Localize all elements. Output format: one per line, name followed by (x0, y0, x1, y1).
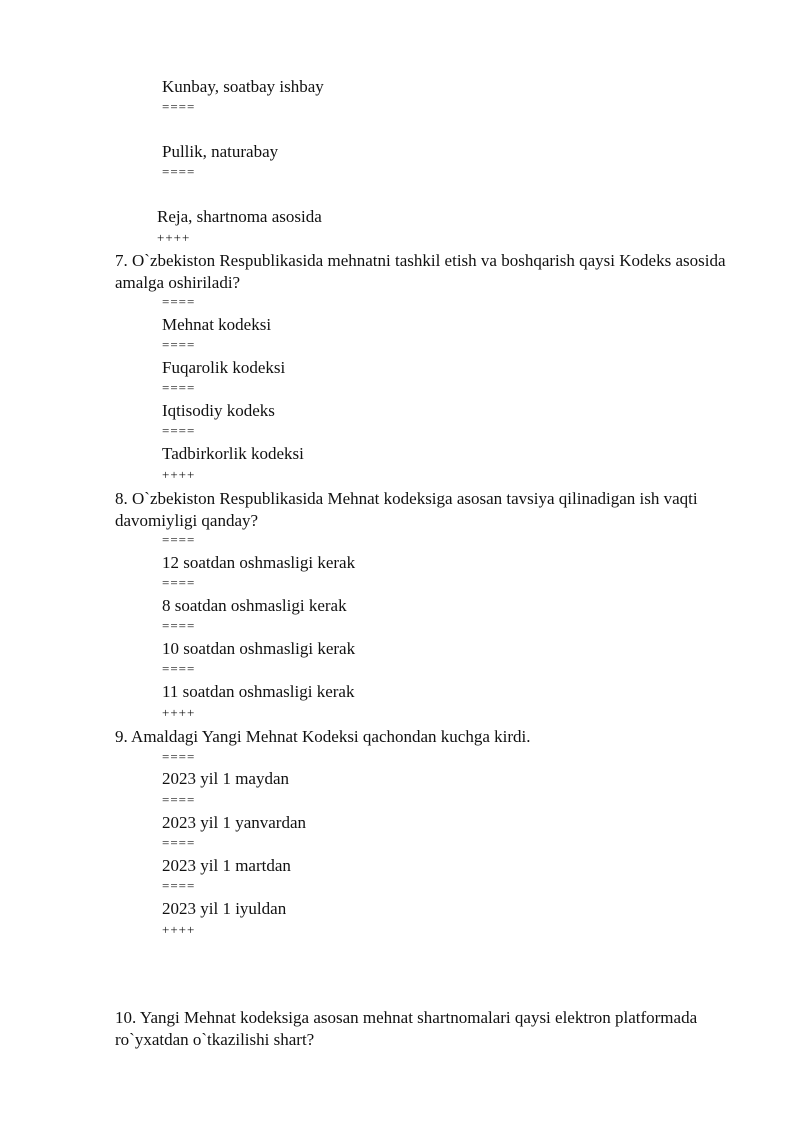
question-10: 10. Yangi Mehnat kodeksiga asosan mehnat shartnomalari qaysi elektron platformada ro`yxatdan o`tkazilishi shart? (115, 1008, 698, 1049)
separator: ==== (162, 792, 196, 807)
separator: ==== (162, 423, 196, 438)
correct-marker: ++++ (162, 922, 196, 937)
separator: ==== (162, 749, 196, 764)
separator: ==== (162, 99, 196, 114)
answer-option: Iqtisodiy kodeks (162, 401, 275, 420)
separator: ==== (162, 164, 196, 179)
separator: ==== (162, 618, 196, 633)
answer-option: 10 soatdan oshmasligi kerak (162, 639, 356, 658)
question-9: 9. Amaldagi Yangi Mehnat Kodeksi qachondan kuchga kirdi. (115, 727, 531, 746)
answer-option: Reja, shartnoma asosida (157, 207, 322, 226)
separator: ==== (162, 878, 196, 893)
separator: ==== (162, 532, 196, 547)
answer-option: 11 soatdan oshmasligi kerak (162, 682, 355, 701)
answer-option: 12 soatdan oshmasligi kerak (162, 553, 356, 572)
separator: ==== (162, 337, 196, 352)
answer-option: Fuqarolik kodeksi (162, 358, 286, 377)
answer-option: Mehnat kodeksi (162, 315, 272, 334)
answer-option: Pullik, naturabay (162, 142, 279, 161)
answer-option: Kunbay, soatbay ishbay (162, 77, 324, 96)
correct-marker: ++++ (162, 467, 196, 482)
separator: ==== (162, 294, 196, 309)
answer-option: Tadbirkorlik kodeksi (162, 444, 304, 463)
answer-option: 2023 yil 1 yanvardan (162, 813, 306, 832)
separator: ==== (162, 575, 196, 590)
correct-marker: ++++ (157, 230, 191, 245)
answer-option: 2023 yil 1 martdan (162, 856, 291, 875)
separator: ==== (162, 380, 196, 395)
answer-option: 2023 yil 1 iyuldan (162, 899, 287, 918)
question-7: 7. O`zbekiston Respublikasida mehnatni tashkil etish va boshqarish qaysi Kodeks asosida amalga oshiriladi? (115, 251, 726, 292)
correct-marker: ++++ (162, 705, 196, 720)
answer-option: 8 soatdan oshmasligi kerak (162, 596, 347, 615)
separator: ==== (162, 661, 196, 676)
answer-option: 2023 yil 1 maydan (162, 769, 290, 788)
question-8: 8. O`zbekiston Respublikasida Mehnat kodeksiga asosan tavsiya qilinadigan ish vaqti davomiyligi qanday? (115, 489, 698, 530)
separator: ==== (162, 835, 196, 850)
